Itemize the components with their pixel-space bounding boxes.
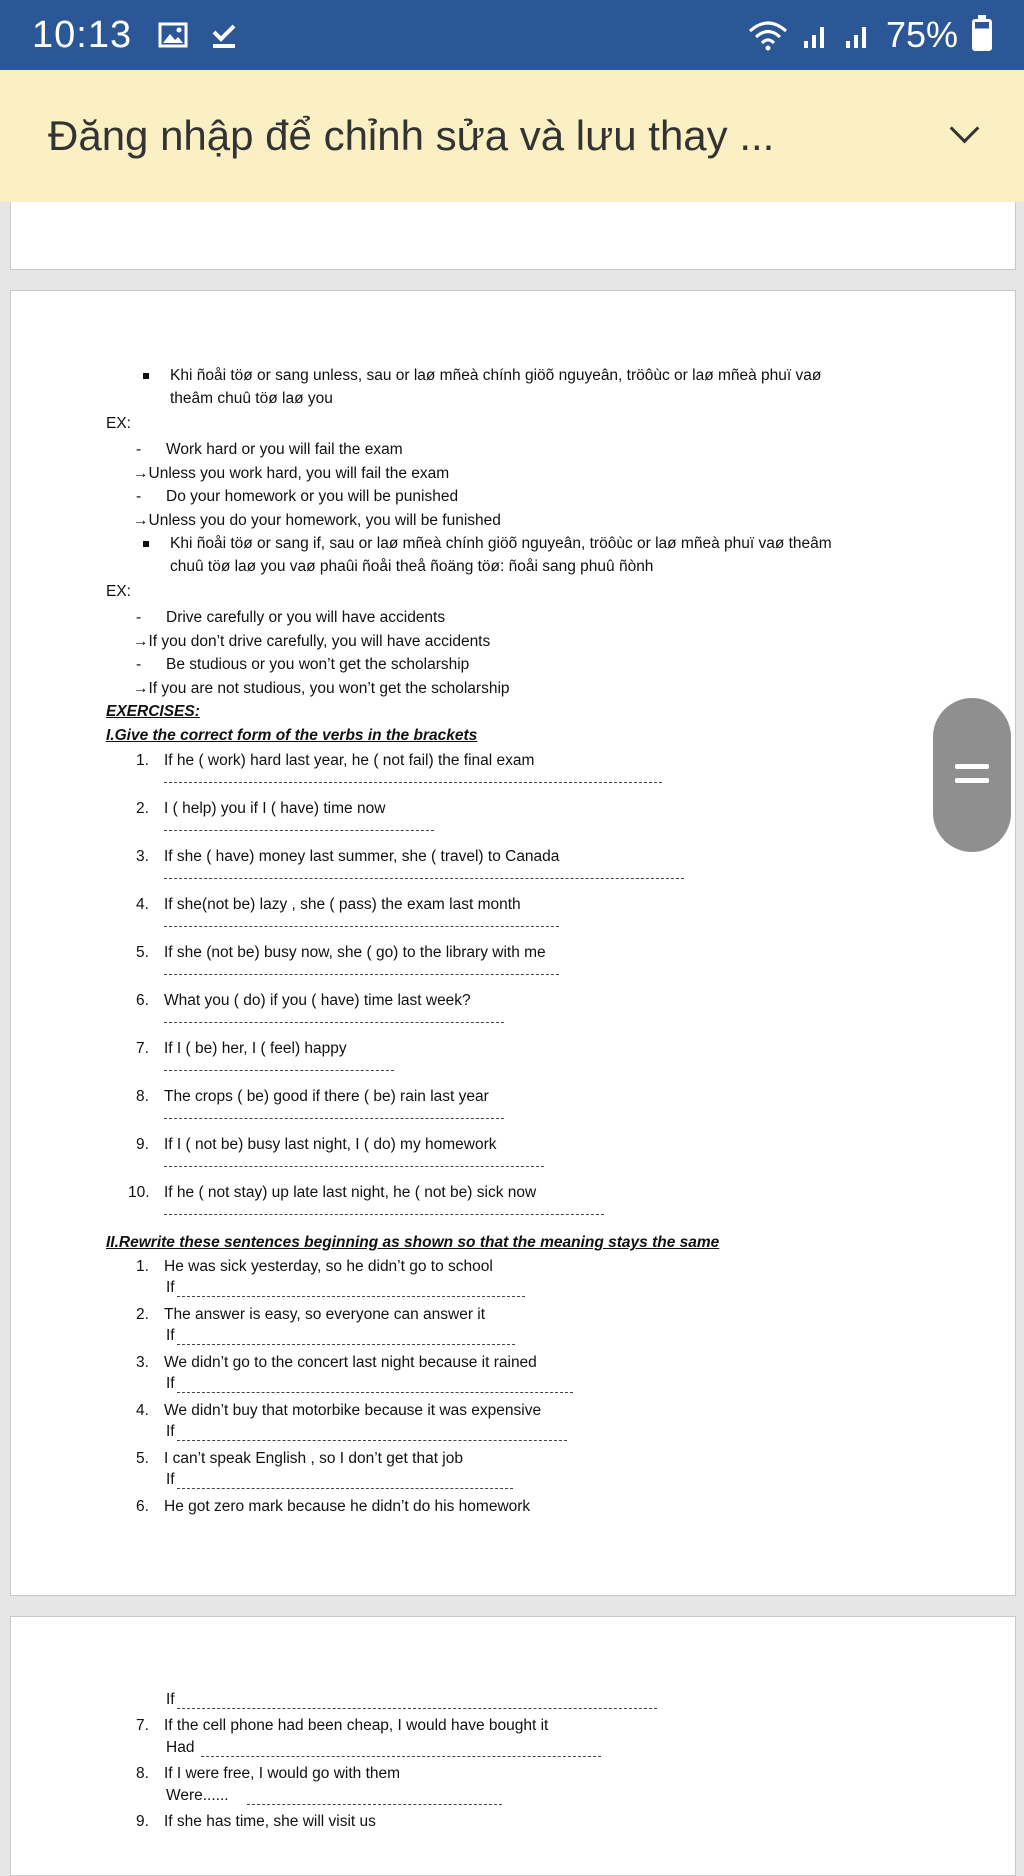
exercise-number: 2. [136, 1306, 149, 1323]
example-label: EX: [106, 583, 131, 600]
exercise-number: 1. [136, 752, 149, 769]
example-line: →Unless you do your homework, you will be funished [133, 512, 501, 529]
answer-prompt: If [166, 1375, 175, 1392]
exercise-text: We didn’t buy that motorbike because it was expensive [164, 1402, 542, 1419]
document-page-2 [10, 290, 1016, 1596]
status-bar [0, 0, 1024, 70]
section-2-title: II.Rewrite these sentences beginning as shown so that the meaning stays the same [106, 1234, 720, 1251]
exercise-number: 6. [136, 992, 149, 1009]
answer-line [177, 1707, 657, 1709]
wifi-icon [748, 19, 788, 51]
exercise-text: I can’t speak English , so I don’t get that job [164, 1450, 463, 1467]
answer-line [177, 1295, 525, 1297]
answer-line [164, 877, 684, 879]
exercise-text: We didn’t go to the concert last night because it rained [164, 1354, 537, 1371]
exercise-number: 2. [136, 800, 149, 817]
exercise-text: If I were free, I would go with them [164, 1765, 401, 1782]
exercise-text: He got zero mark because he didn’t do his homework [164, 1498, 531, 1515]
rule-line: theâm chuû töø laø you [170, 390, 333, 407]
exercise-text: He was sick yesterday, so he didn’t go to school [164, 1258, 493, 1275]
document-page-3 [10, 1616, 1016, 1876]
exercise-text: The crops ( be) good if there ( be) rain last year [164, 1088, 489, 1105]
answer-line [164, 925, 559, 927]
signin-banner[interactable] [0, 70, 1024, 202]
exercise-number: 5. [136, 1450, 149, 1467]
answer-line [177, 1439, 567, 1441]
battery-percent: 75% [885, 14, 958, 55]
exercise-number: 6. [136, 1498, 149, 1515]
exercise-text: If the cell phone had been cheap, I would have bought it [164, 1717, 549, 1734]
grip-line [955, 764, 989, 769]
battery-icon [972, 19, 992, 51]
example-line: - Work hard or you will fail the exam [166, 441, 403, 459]
answer-line [201, 1755, 601, 1757]
status-time: 10:13 [32, 13, 133, 56]
example-line: - Be studious or you won’t get the scholarship [166, 656, 469, 674]
example-line: →Unless you work hard, you will fail the exam [133, 465, 450, 482]
example-line: - Do your homework or you will be punished [166, 488, 458, 506]
answer-line [177, 1343, 515, 1345]
rule-line: Khi ñoåi töø or sang unless, sau or laø mñeà chính giöõ nguyeân, tröôùc or laø mñeà phuï vaø [170, 367, 822, 384]
answer-line [164, 1069, 394, 1071]
example-line: - Drive carefully or you will have accidents [166, 609, 445, 627]
exercise-number: 1. [136, 1258, 149, 1275]
answer-line [164, 1117, 504, 1119]
exercise-text: If I ( not be) busy last night, I ( do) my homework [164, 1136, 497, 1153]
exercise-text: The answer is easy, so everyone can answer it [164, 1306, 486, 1323]
exercise-number: 3. [136, 848, 149, 865]
answer-line [164, 1021, 504, 1023]
rule-line: chuû töø laø you vaø phaûi ñoåi theå ñoäng töø: ñoåi sang phuû ñònh [170, 558, 654, 575]
answer-prompt: Were...... [166, 1787, 229, 1804]
exercise-number: 9. [136, 1813, 149, 1830]
answer-line [177, 1391, 573, 1393]
download-done-icon [210, 21, 238, 49]
answer-line [247, 1803, 502, 1805]
exercise-text: If he ( work) hard last year, he ( not fail) the final exam [164, 752, 535, 769]
exercises-label: EXERCISES: [106, 703, 200, 720]
chevron-down-icon[interactable] [952, 124, 976, 148]
answer-line [164, 1213, 604, 1215]
exercise-text: I ( help) you if I ( have) time now [164, 800, 386, 817]
exercise-text: If I ( be) her, I ( feel) happy [164, 1040, 347, 1057]
signin-banner-text: Đăng nhập để chỉnh sửa và lưu thay ... [48, 112, 775, 159]
image-icon [158, 22, 188, 48]
exercise-text: What you ( do) if you ( have) time last week? [164, 992, 471, 1009]
exercise-text: If she (not be) busy now, she ( go) to the library with me [164, 944, 546, 961]
exercise-number: 10. [128, 1184, 150, 1201]
answer-line [164, 973, 559, 975]
answer-prompt: Had [166, 1739, 195, 1756]
exercise-number: 8. [136, 1088, 149, 1105]
example-line: →If you are not studious, you won’t get the scholarship [133, 680, 510, 697]
answer-line [177, 1487, 513, 1489]
exercise-text: If she has time, she will visit us [164, 1813, 376, 1830]
rule-line: Khi ñoåi töø or sang if, sau or laø mñeà chính giöõ nguyeân, tröôùc or laø mñeà phuï vaø theâm [170, 535, 832, 552]
example-label: EX: [106, 415, 131, 432]
grip-line [955, 778, 989, 783]
document-page-1 [10, 202, 1016, 270]
exercise-number: 7. [136, 1717, 149, 1734]
exercise-text: If she(not be) lazy , she ( pass) the exam last month [164, 896, 521, 913]
signal-icon [802, 21, 830, 49]
signal-icon [844, 21, 872, 49]
answer-prompt: If [166, 1471, 175, 1488]
exercise-text: If he ( not stay) up late last night, he ( not be) sick now [164, 1184, 537, 1201]
answer-line [164, 1165, 544, 1167]
answer-line [164, 781, 662, 783]
answer-prompt: If [166, 1279, 175, 1296]
answer-line [164, 829, 434, 831]
example-line: →If you don’t drive carefully, you will have accidents [133, 633, 491, 650]
exercise-text: If she ( have) money last summer, she ( travel) to Canada [164, 848, 560, 865]
answer-prompt: If [166, 1691, 175, 1708]
exercise-number: 7. [136, 1040, 149, 1057]
exercise-number: 3. [136, 1354, 149, 1371]
answer-prompt: If [166, 1423, 175, 1440]
exercise-number: 4. [136, 896, 149, 913]
exercise-number: 5. [136, 944, 149, 961]
answer-prompt: If [166, 1327, 175, 1344]
exercise-number: 8. [136, 1765, 149, 1782]
exercise-number: 4. [136, 1402, 149, 1419]
section-1-title: I.Give the correct form of the verbs in the brackets [106, 727, 478, 744]
scroll-handle[interactable] [933, 698, 1011, 852]
exercise-number: 9. [136, 1136, 149, 1153]
